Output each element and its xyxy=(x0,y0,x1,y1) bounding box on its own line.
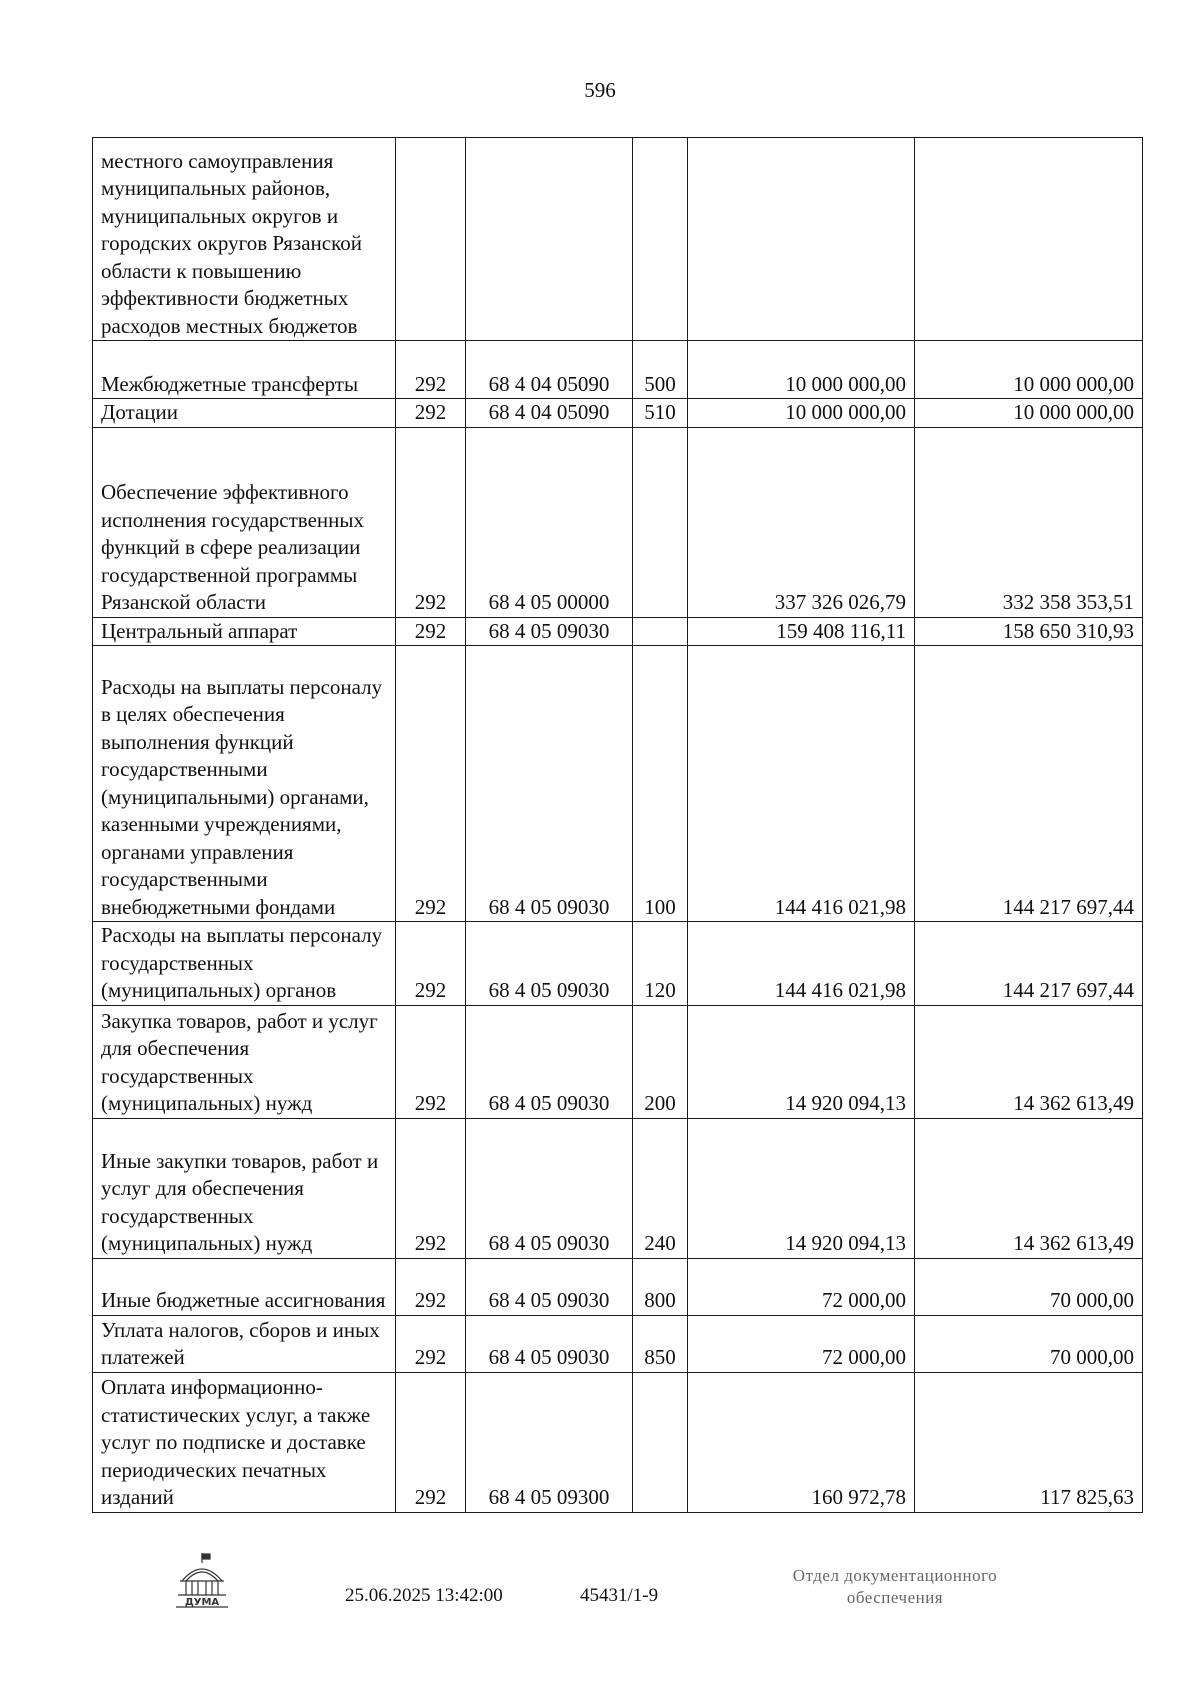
row-amount-2: 14 362 613,49 xyxy=(915,1118,1143,1258)
row-vr: 510 xyxy=(633,399,688,428)
stamp-line-1: Отдел документационного xyxy=(792,1566,998,1585)
row-code: 292 xyxy=(396,646,466,922)
row-amount-1: 10 000 000,00 xyxy=(688,399,915,428)
table-row xyxy=(93,138,1143,341)
budget-table xyxy=(92,137,1143,1513)
row-name: Дотации xyxy=(93,399,396,428)
row-code xyxy=(396,138,466,341)
row-amount-1: 160 972,78 xyxy=(688,1372,915,1512)
row-code: 292 xyxy=(396,1372,466,1512)
row-amount-1: 10 000 000,00 xyxy=(688,341,915,399)
table-row xyxy=(93,427,1143,617)
row-code: 292 xyxy=(396,1118,466,1258)
row-section: 68 4 05 09030 xyxy=(466,922,633,1006)
row-name: Обеспечение эффективного исполнения государственных функций в сфере реализации государственной программы Рязанской области xyxy=(93,427,396,617)
row-section: 68 4 05 09030 xyxy=(466,617,633,646)
row-vr: 850 xyxy=(633,1315,688,1372)
row-name: Расходы на выплаты персоналу государственных (муниципальных) органов xyxy=(93,922,396,1006)
row-code: 292 xyxy=(396,427,466,617)
row-amount-1: 72 000,00 xyxy=(688,1315,915,1372)
row-section xyxy=(466,138,633,341)
row-amount-2 xyxy=(915,138,1143,341)
table-row xyxy=(93,646,1143,922)
row-vr: 240 xyxy=(633,1118,688,1258)
row-vr: 120 xyxy=(633,922,688,1006)
row-section: 68 4 05 09030 xyxy=(466,1118,633,1258)
row-name: Центральный аппарат xyxy=(93,617,396,646)
row-name: Уплата налогов, сборов и иных платежей xyxy=(93,1315,396,1372)
row-amount-2: 10 000 000,00 xyxy=(915,341,1143,399)
table-row xyxy=(93,1005,1143,1118)
row-name: местного самоуправления муниципальных районов, муниципальных округов и городских округов Рязанской области к повышению эффективности бюджетных расходов местных бюджетов xyxy=(93,138,396,341)
table-row xyxy=(93,1258,1143,1315)
row-amount-1 xyxy=(688,138,915,341)
row-vr: 200 xyxy=(633,1005,688,1118)
row-code: 292 xyxy=(396,341,466,399)
row-section: 68 4 05 09030 xyxy=(466,1258,633,1315)
row-name: Иные закупки товаров, работ и услуг для обеспечения государственных (муниципальных) нужд xyxy=(93,1118,396,1258)
footer-datetime: 25.06.2025 13:42:00 xyxy=(345,1585,503,1606)
row-name: Оплата информационно-статистических услуг, а также услуг по подписке и доставке периодических печатных изданий xyxy=(93,1372,396,1512)
page-number: 596 xyxy=(584,78,616,102)
table-row xyxy=(93,1372,1143,1512)
row-code: 292 xyxy=(396,1315,466,1372)
stamp-line-2: обеспечения xyxy=(846,1588,944,1607)
row-vr xyxy=(633,138,688,341)
row-vr: 800 xyxy=(633,1258,688,1315)
row-amount-2: 70 000,00 xyxy=(915,1315,1143,1372)
row-code: 292 xyxy=(396,1258,466,1315)
row-amount-2: 10 000 000,00 xyxy=(915,399,1143,428)
row-amount-2: 158 650 310,93 xyxy=(915,617,1143,646)
row-amount-1: 14 920 094,13 xyxy=(688,1005,915,1118)
row-section: 68 4 05 09030 xyxy=(466,1005,633,1118)
row-amount-1: 337 326 026,79 xyxy=(688,427,915,617)
row-code: 292 xyxy=(396,1005,466,1118)
row-name: Иные бюджетные ассигнования xyxy=(93,1258,396,1315)
row-section: 68 4 05 09300 xyxy=(466,1372,633,1512)
row-vr: 500 xyxy=(633,341,688,399)
table-row xyxy=(93,341,1143,399)
row-amount-2: 70 000,00 xyxy=(915,1258,1143,1315)
row-vr xyxy=(633,427,688,617)
table-row xyxy=(93,399,1143,428)
row-vr xyxy=(633,1372,688,1512)
row-amount-1: 14 920 094,13 xyxy=(688,1118,915,1258)
row-name: Закупка товаров, работ и услуг для обеспечения государственных (муниципальных) нужд xyxy=(93,1005,396,1118)
row-amount-2: 144 217 697,44 xyxy=(915,922,1143,1006)
row-name: Расходы на выплаты персоналу в целях обеспечения выполнения функций государственными (муниципальными) органами, казенными учреждениями, органами управления государственными внебюджетными фондами xyxy=(93,646,396,922)
row-amount-2: 117 825,63 xyxy=(915,1372,1143,1512)
logo-text: ДУМА xyxy=(184,1597,220,1608)
row-section: 68 4 04 05090 xyxy=(466,341,633,399)
row-section: 68 4 05 00000 xyxy=(466,427,633,617)
row-amount-1: 72 000,00 xyxy=(688,1258,915,1315)
duma-building-icon xyxy=(172,1551,232,1613)
row-amount-2: 144 217 697,44 xyxy=(915,646,1143,922)
footer-reg-number: 45431/1-9 xyxy=(580,1585,659,1606)
row-amount-1: 159 408 116,11 xyxy=(688,617,915,646)
row-section: 68 4 05 09030 xyxy=(466,646,633,922)
table-row xyxy=(93,617,1143,646)
table-row xyxy=(93,922,1143,1006)
row-code: 292 xyxy=(396,399,466,428)
row-vr: 100 xyxy=(633,646,688,922)
row-code: 292 xyxy=(396,617,466,646)
row-amount-1: 144 416 021,98 xyxy=(688,646,915,922)
row-section: 68 4 04 05090 xyxy=(466,399,633,428)
row-amount-2: 14 362 613,49 xyxy=(915,1005,1143,1118)
row-section: 68 4 05 09030 xyxy=(466,1315,633,1372)
row-name: Межбюджетные трансферты xyxy=(93,341,396,399)
table-row xyxy=(93,1118,1143,1258)
row-vr xyxy=(633,617,688,646)
row-code: 292 xyxy=(396,922,466,1006)
table-row xyxy=(93,1315,1143,1372)
department-stamp xyxy=(755,1565,1035,1609)
row-amount-1: 144 416 021,98 xyxy=(688,922,915,1006)
row-amount-2: 332 358 353,51 xyxy=(915,427,1143,617)
